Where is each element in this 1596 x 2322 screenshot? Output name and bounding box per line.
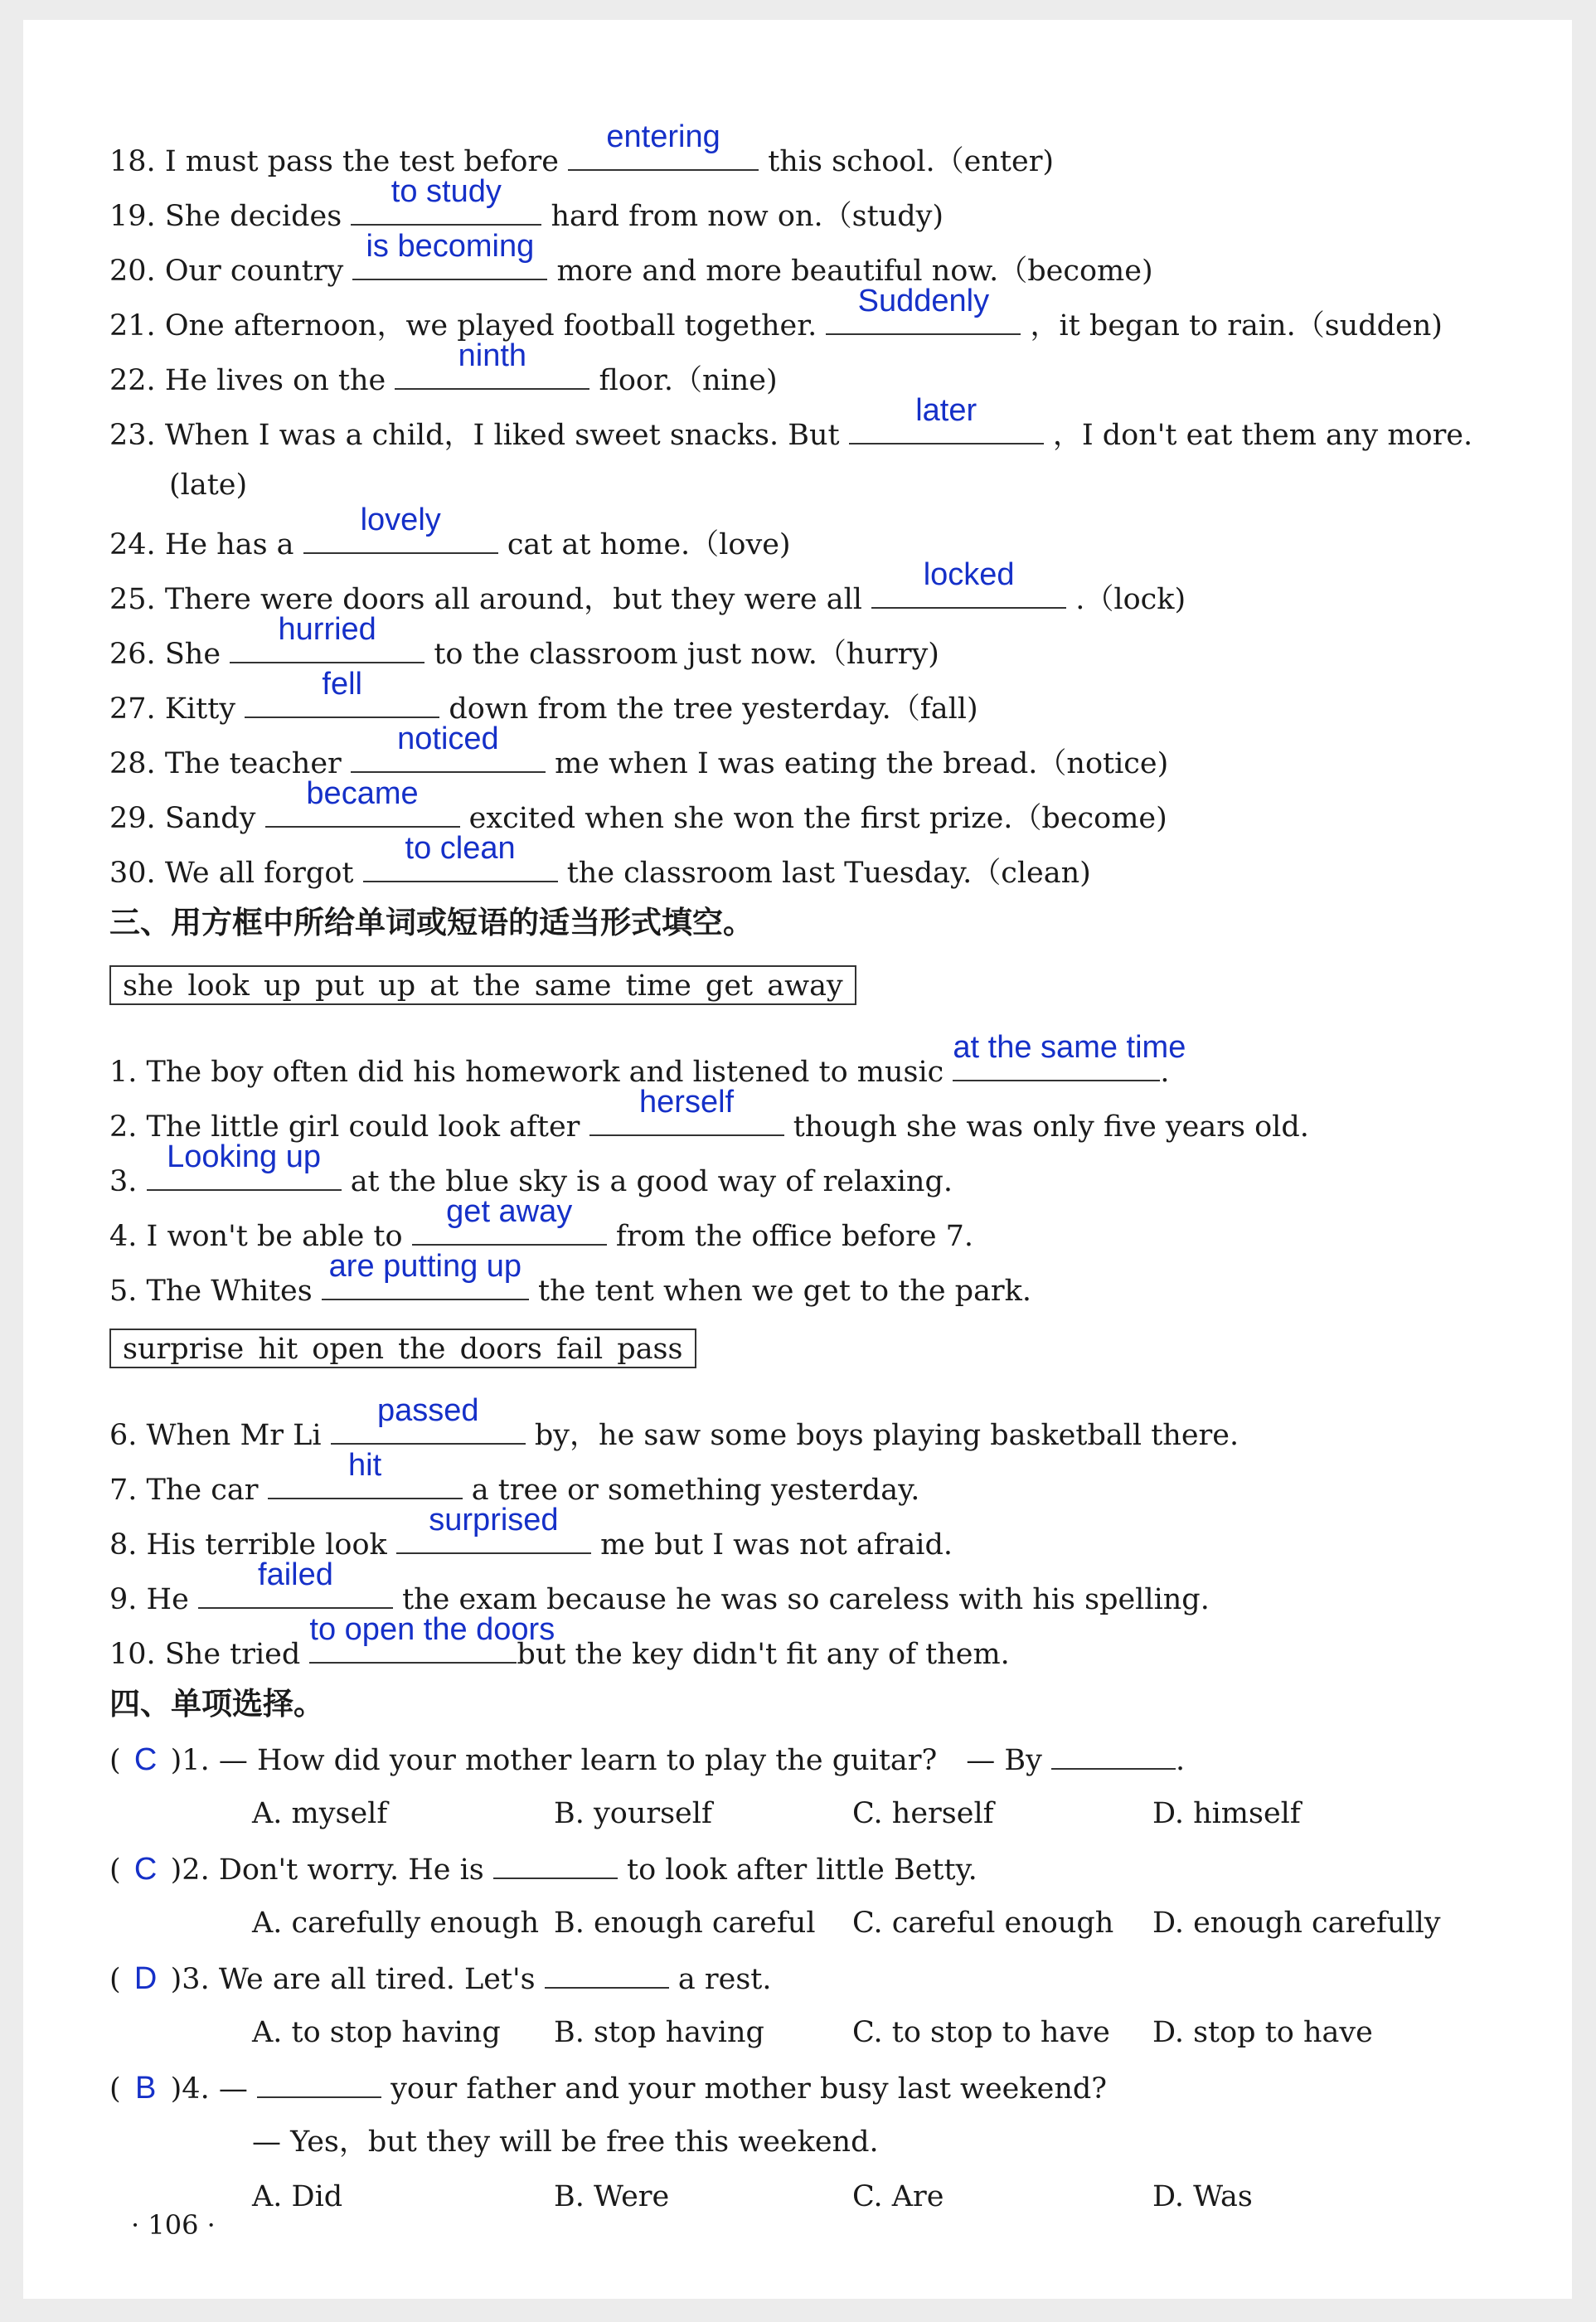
option-a[interactable]: A. to stop having (252, 2016, 501, 2049)
mc-question-3: ( D )3. We are all tired. Let's a rest. (109, 1957, 771, 2000)
answer-blank[interactable]: to open the doors (309, 1629, 517, 1664)
item-24: 24. He has a lovely cat at home.（love) (109, 503, 791, 561)
answer-blank[interactable]: herself (589, 1101, 784, 1136)
option-b[interactable]: B. stop having (554, 2016, 764, 2049)
mc-question-4: ( B )4. — your father and your mother busy last weekend? (109, 2067, 1107, 2110)
option-c[interactable]: C. herself (852, 1797, 994, 1830)
answer-blank[interactable]: later (849, 410, 1044, 444)
answer-blank[interactable]: Looking up (147, 1156, 342, 1191)
item-26: 26. She hurried to the classroom just now.（hurry) (109, 612, 939, 671)
word-box-2: surprise hit open the doors fail pass (109, 1329, 696, 1368)
answer-blank[interactable]: hit (268, 1465, 463, 1499)
answer-blank[interactable]: to study (351, 191, 541, 226)
mc-question-4-reply: — Yes，but they will be free this weekend. (252, 2125, 879, 2159)
s3-item-1: 1. The boy often did his homework and listened to music at the same time . (109, 1030, 1186, 1089)
item-18: 18. I must pass the test before entering this school.（enter) (109, 119, 1055, 178)
mc-question-1: ( C )1. — How did your mother learn to play the guitar? — By . (109, 1738, 1185, 1781)
item-23: 23. When I was a child，I liked sweet snacks. But later ，I don't eat them any more. (109, 393, 1473, 452)
answer-blank[interactable]: lovely (303, 519, 498, 554)
s3-item-3: 3. Looking up at the blue sky is a good way of relaxing. (109, 1139, 953, 1198)
answer-blank[interactable]: hurried (230, 629, 424, 663)
item-20: 20. Our country is becoming more and more beautiful now.（become) (109, 229, 1153, 288)
item-30: 30. We all forgot to clean the classroom last Tuesday.（clean) (109, 831, 1091, 890)
option-c[interactable]: C. Are (852, 2180, 944, 2213)
answer-blank[interactable]: surprised (396, 1519, 591, 1554)
answer-blank[interactable]: failed (198, 1574, 393, 1609)
answer-blank[interactable]: fell (245, 683, 439, 718)
item-23-cont: (late) (169, 469, 248, 502)
answer-blank[interactable]: to clean (363, 848, 558, 882)
mc-answer[interactable]: C (133, 1742, 158, 1777)
option-a[interactable]: A. myself (252, 1797, 388, 1830)
option-b[interactable]: B. yourself (554, 1797, 712, 1830)
item-25: 25. There were doors all around，but they were all locked .（lock) (109, 557, 1186, 616)
mc-question-2: ( C )2. Don't worry. He is to look after little Betty. (109, 1848, 977, 1891)
item-22: 22. He lives on the ninth floor.（nine) (109, 338, 778, 397)
answer-blank[interactable] (1051, 1738, 1176, 1770)
section4-heading: 四、单项选择。 (109, 1686, 324, 1722)
answer-blank[interactable]: entering (568, 136, 759, 171)
answer-blank[interactable]: Suddenly (826, 300, 1021, 335)
answer-blank[interactable]: are putting up (322, 1265, 529, 1300)
item-29: 29. Sandy became excited when she won the first prize.（become) (109, 776, 1167, 835)
option-d[interactable]: D. stop to have (1152, 2016, 1373, 2049)
option-c[interactable]: C. to stop to have (852, 2016, 1110, 2049)
option-c[interactable]: C. careful enough (852, 1907, 1114, 1940)
option-d[interactable]: D. Was (1152, 2180, 1253, 2213)
answer-blank[interactable]: at the same time (953, 1047, 1160, 1081)
mc-answer[interactable]: D (133, 1961, 158, 1996)
answer-blank[interactable]: locked (871, 574, 1066, 609)
option-a[interactable]: A. carefully enough (252, 1907, 540, 1940)
item-28: 28. The teacher noticed me when I was eating the bread.（notice) (109, 721, 1169, 780)
worksheet-page (23, 20, 1572, 2299)
answer-blank[interactable]: passed (331, 1410, 526, 1445)
page-number: · 106 · (131, 2209, 216, 2241)
item-19: 19. She decides to study hard from now on.（study) (109, 174, 944, 233)
answer-blank[interactable] (545, 1957, 669, 1989)
option-d[interactable]: D. himself (1152, 1797, 1301, 1830)
section3-heading: 三、用方框中所给单词或短语的适当形式填空。 (109, 905, 754, 940)
option-b[interactable]: B. enough careful (554, 1907, 816, 1940)
answer-blank[interactable]: ninth (395, 355, 589, 390)
item-21: 21. One afternoon，we played football together. Suddenly ，it began to rain.（sudden) (109, 284, 1443, 342)
s3-item-6: 6. When Mr Li passed by，he saw some boys playing basketball there. (109, 1393, 1239, 1452)
mc-answer[interactable]: C (133, 1852, 158, 1887)
answer-blank[interactable]: noticed (351, 738, 546, 773)
answer-blank[interactable]: get away (412, 1211, 607, 1246)
s3-item-8: 8. His terrible look surprised me but I was not afraid. (109, 1503, 953, 1562)
s3-item-2: 2. The little girl could look after herself though she was only five years old. (109, 1085, 1309, 1144)
s3-item-9: 9. He failed the exam because he was so careless with his spelling. (109, 1557, 1210, 1616)
option-d[interactable]: D. enough carefully (1152, 1907, 1441, 1940)
answer-blank[interactable]: is becoming (352, 245, 547, 280)
option-b[interactable]: B. Were (554, 2180, 670, 2213)
item-27: 27. Kitty fell down from the tree yesterday.（fall) (109, 667, 978, 726)
s3-item-4: 4. I won't be able to get away from the office before 7. (109, 1194, 974, 1253)
answer-blank[interactable] (257, 2067, 381, 2098)
mc-answer[interactable]: B (134, 2071, 157, 2106)
answer-blank[interactable] (493, 1848, 618, 1879)
s3-item-5: 5. The Whites are putting up the tent when we get to the park. (109, 1249, 1031, 1308)
word-box-1: she look up put up at the same time get away (109, 965, 856, 1005)
s3-item-7: 7. The car hit a tree or something yesterday. (109, 1448, 920, 1507)
s3-item-10: 10. She tried to open the doors but the key didn't fit any of them. (109, 1612, 1010, 1671)
option-a[interactable]: A. Did (252, 2180, 343, 2213)
answer-blank[interactable]: became (265, 793, 460, 828)
